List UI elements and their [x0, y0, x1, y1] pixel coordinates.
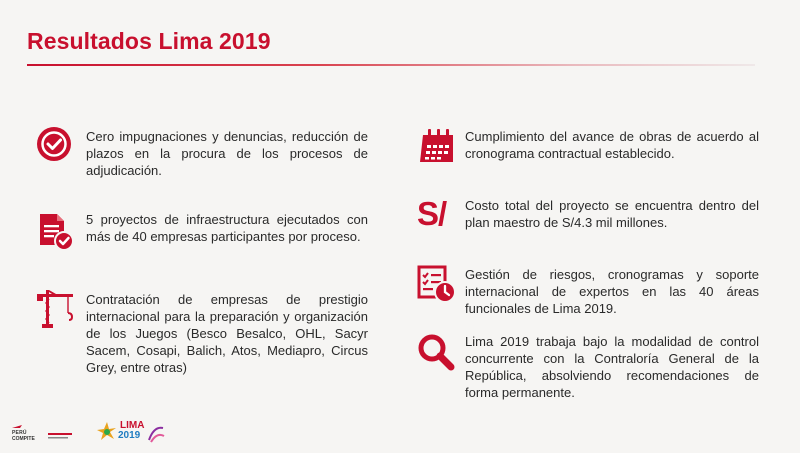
lima-2019-logo [96, 418, 166, 448]
result-text: Cumplimiento del avance de obras de acuerdo al cronograma contractual establecido. [465, 129, 759, 161]
result-text: 5 proyectos de infraestructura ejecutados con más de 40 empresas participantes por proceso. [86, 212, 368, 244]
slide-title: Resultados Lima 2019 [27, 28, 271, 54]
result-item-schedule [417, 126, 762, 186]
result-text: Gestión de riesgos, cronogramas y soporte internacional de expertos en las 40 áreas funcionales de Lima 2019. [465, 267, 759, 316]
peru-logo-text: PERÚ [12, 430, 27, 436]
result-item-control [417, 333, 762, 408]
calendar-icon [417, 126, 457, 166]
soles-currency-icon: S/ [417, 195, 447, 232]
peru-compite-logo [10, 424, 82, 446]
result-item-contracting [35, 289, 370, 401]
result-item-no-challenges [35, 126, 370, 186]
lima-2019-figure-icon [146, 422, 166, 444]
document-check-icon [35, 211, 75, 251]
result-text: Contratación de empresas de prestigio internacional para la preparación y organización de los Juegos (Besco Besalco, OHL, Sacyr Sacem, Cosapi, Balich, Atos, Mediapro, Circus Grey, entre otras) [86, 292, 368, 375]
result-text: Costo total del proyecto se encuentra dentro del plan maestro de S/4.3 mil millones. [465, 198, 759, 230]
result-item-cost [417, 195, 762, 255]
checklist-clock-icon [417, 264, 457, 304]
title-divider [27, 64, 755, 66]
lima-2019-sun-icon [96, 420, 118, 446]
compite-logo-text: COMPITE [12, 436, 35, 442]
result-item-infrastructure [35, 211, 370, 271]
magnifier-icon [417, 333, 457, 373]
construction-crane-icon [35, 289, 75, 329]
result-text: Lima 2019 trabaja bajo la modalidad de control concurrente con la Contraloría General de la República, absolviendo recomendaciones de forma permanente. [465, 334, 759, 400]
result-item-risk-management [417, 264, 762, 324]
year-logo-text: 2019 [118, 430, 141, 441]
lima-logo-text: LIMA [120, 420, 145, 431]
result-text: Cero impugnaciones y denuncias, reducción de plazos en la procura de los procesos de adjudicación. [86, 129, 368, 178]
check-circle-icon [35, 126, 75, 166]
